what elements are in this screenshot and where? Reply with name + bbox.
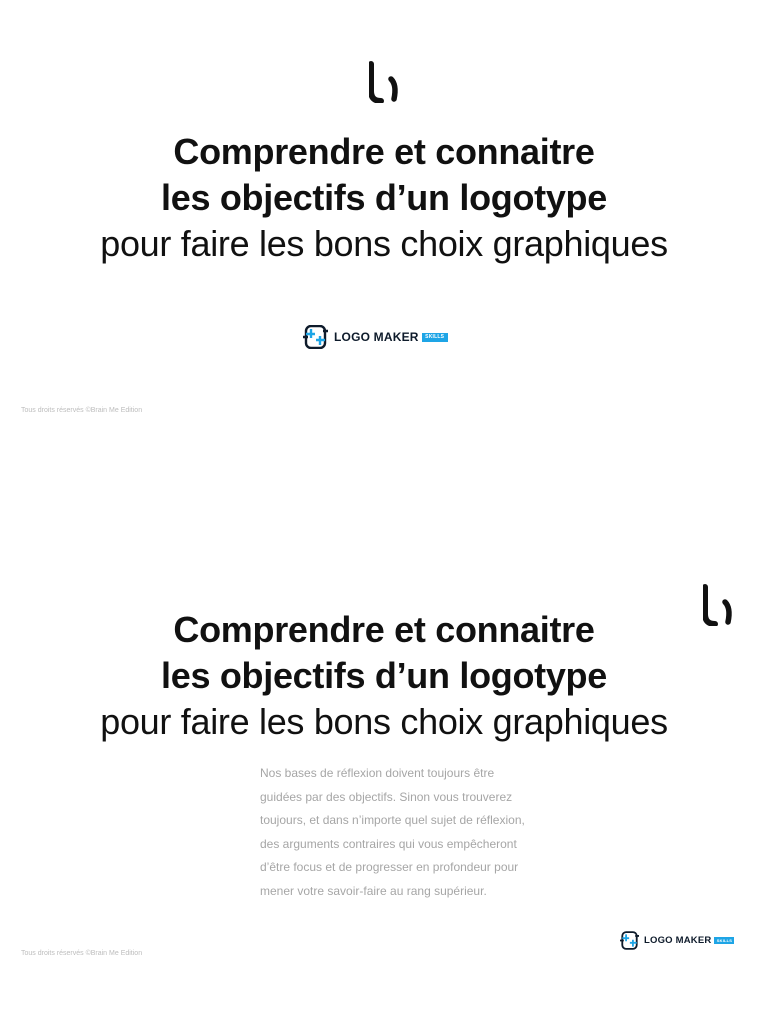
maze-logo-icon xyxy=(620,931,639,950)
brand-badge: SKILLS xyxy=(422,333,448,342)
brand-name: LOGO MAKER xyxy=(334,330,419,344)
body-line: toujours, et dans n’importe quel sujet de réflexion, xyxy=(260,813,525,827)
title-line-2: les objectifs d’un logotype xyxy=(161,655,607,696)
page-title xyxy=(0,129,768,267)
page-2 xyxy=(0,512,768,1024)
title-line-2: les objectifs d’un logotype xyxy=(161,177,607,218)
subtitle: pour faire les bons choix graphiques xyxy=(100,223,668,264)
body-line: Nos bases de réflexion doivent toujours être xyxy=(260,766,495,780)
page-title xyxy=(0,607,768,745)
logo-maker-brand xyxy=(303,325,448,349)
subtitle: pour faire les bons choix graphiques xyxy=(100,701,668,742)
brand-badge: SKILLS xyxy=(714,937,734,944)
maze-logo-icon xyxy=(303,325,328,349)
body-line: des arguments contraires qui vous empêcheront xyxy=(260,836,517,851)
logo-maker-brand xyxy=(620,931,734,950)
body-paragraph xyxy=(260,762,560,903)
brand-name: LOGO MAKER xyxy=(644,935,712,946)
copyright-notice: Tous droits réservés ©Brain Me Edition xyxy=(21,950,143,957)
b-letter-logo-icon xyxy=(369,61,401,103)
title-line-1: Comprendre et connaitre xyxy=(173,131,595,172)
title-line-1: Comprendre et connaitre xyxy=(173,609,595,650)
body-line: guidées par des objectifs. Sinon vous trouverez xyxy=(260,789,513,804)
copyright-notice: Tous droits réservés ©Brain Me Edition xyxy=(21,407,143,414)
body-line: d’être focus et de progresser en profondeur pour xyxy=(260,860,519,874)
body-line: mener votre savoir-faire au rang supérieur. xyxy=(260,883,487,898)
